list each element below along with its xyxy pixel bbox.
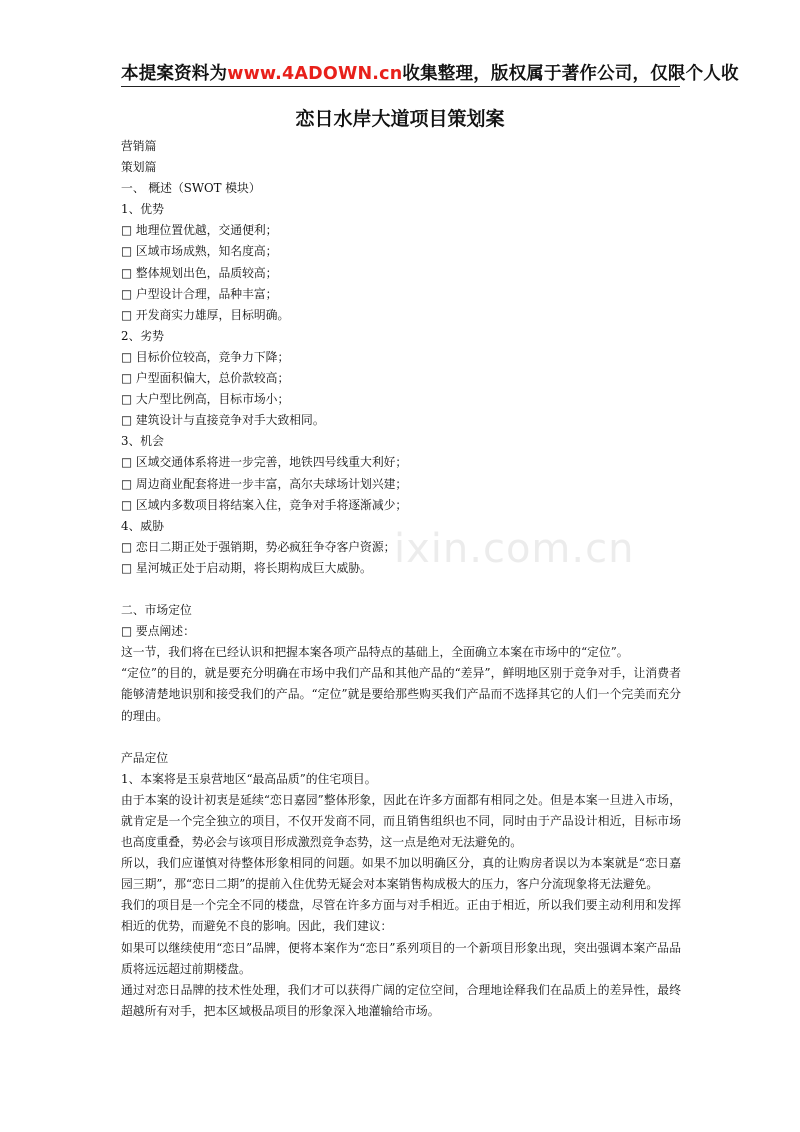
body-line: 4、威胁 <box>121 518 164 533</box>
body-line: □ 户型面积偏大，总价款较高； <box>121 371 290 386</box>
header-suffix: 收集整理，版权属于著作公司，仅限个人收 <box>402 64 739 84</box>
watermark-text: ixin.com.cn <box>394 526 635 572</box>
body-line: 产品定位 <box>121 750 169 765</box>
body-line: 所以，我们应谨慎对待整体形象相同的问题。如果不加以明确区分，真的让购房者误以为本案就是“恋日嘉园三期”，那“恋日二期”的提前入住优势无疑会对本案销售构成极大的压力，客户分流现象将无法避免。 <box>121 856 681 892</box>
document-title: 恋日水岸大道项目策划案 <box>295 108 505 130</box>
body-line: □ 开发商实力雄厚，目标明确。 <box>121 307 290 322</box>
body-line: 如果可以继续使用“恋日”品牌，便将本案作为“恋日”系列项目的一个新项目形象出现，突出强调本案产品品质将远远超过前期楼盘。 <box>121 940 681 976</box>
blank-line <box>121 579 681 600</box>
body-line: □ 区域交通体系将进一步完善，地铁四号线重大利好； <box>121 455 408 470</box>
body-line: 1、优势 <box>121 202 164 217</box>
header-url-link[interactable]: www.4ADOWN.cn <box>227 64 403 84</box>
body-line: □ 星河城正处于启动期，将长期构成巨大威胁。 <box>121 560 372 575</box>
body-line: □ 大户型比例高，目标市场小； <box>121 392 290 407</box>
body-line: 2、劣势 <box>121 328 164 343</box>
body-line: □ 区域内多数项目将结案入住，竞争对手将逐渐减少； <box>121 497 408 512</box>
body-line: □ 周边商业配套将进一步丰富，高尔夫球场计划兴建； <box>121 476 408 491</box>
header-banner <box>121 60 800 86</box>
header-prefix: 本提案资料为 <box>121 64 228 84</box>
body-line: □ 恋日二期正处于强销期，势必疯狂争夺客户资源； <box>121 539 396 554</box>
body-line: □ 目标价位较高，竞争力下降； <box>121 349 290 364</box>
document-body <box>121 136 681 1022</box>
body-line: □ 户型设计合理，品种丰富； <box>121 286 278 301</box>
body-line: 我们的项目是一个完全不同的楼盘，尽管在许多方面与对手相近。正由于相近，所以我们要主动利用和发挥相近的优势，而避免不良的影响。因此，我们建议： <box>121 898 681 934</box>
body-line: 这一节，我们将在已经认识和把握本案各项产品特点的基础上，全面确立本案在市场中的“定位”。 <box>121 645 629 660</box>
body-line: □ 整体规划出色，品质较高； <box>121 265 278 280</box>
body-line: 一、 概述（SWOT 模块） <box>121 181 261 196</box>
header-divider <box>121 86 680 87</box>
body-line: □ 地理位置优越，交通便利； <box>121 223 278 238</box>
blank-line <box>121 727 681 748</box>
body-line: 3、机会 <box>121 434 164 449</box>
body-line: 营销篇 <box>121 139 157 153</box>
body-line: 策划篇 <box>121 160 157 175</box>
body-line: □ 区域市场成熟，知名度高； <box>121 244 278 259</box>
body-line: “定位”的目的，就是要充分明确在市场中我们产品和其他产品的“差异”，鲜明地区别于竞争对手，让消费者能够清楚地识别和接受我们的产品。“定位”就是要给那些购买我们产品而不选择其它的人们一个完美而充分的理由。 <box>121 666 681 723</box>
body-line: 通过对恋日品牌的技术性处理，我们才可以获得广阔的定位空间，合理地诠释我们在品质上的差异性，最终超越所有对手，把本区域极品项目的形象深入地灌输给市场。 <box>121 982 681 1018</box>
body-line: 二、市场定位 <box>121 603 192 618</box>
body-line: □ 要点阐述： <box>121 624 195 639</box>
body-line: 1、本案将是玉泉营地区“最高品质”的住宅项目。 <box>121 771 377 786</box>
body-line: □ 建筑设计与直接竞争对手大致相同。 <box>121 413 325 428</box>
body-line: 由于本案的设计初衷是延续“恋日嘉园”整体形象，因此在许多方面都有相同之处。但是本案一旦进入市场，就肯定是一个完全独立的项目，不仅开发商不同，而且销售组织也不同，同时由于产品设计相近，目标市场也高度重叠，势必会与该项目形成激烈竞争态势，这一点是绝对无法避免的。 <box>121 792 681 850</box>
